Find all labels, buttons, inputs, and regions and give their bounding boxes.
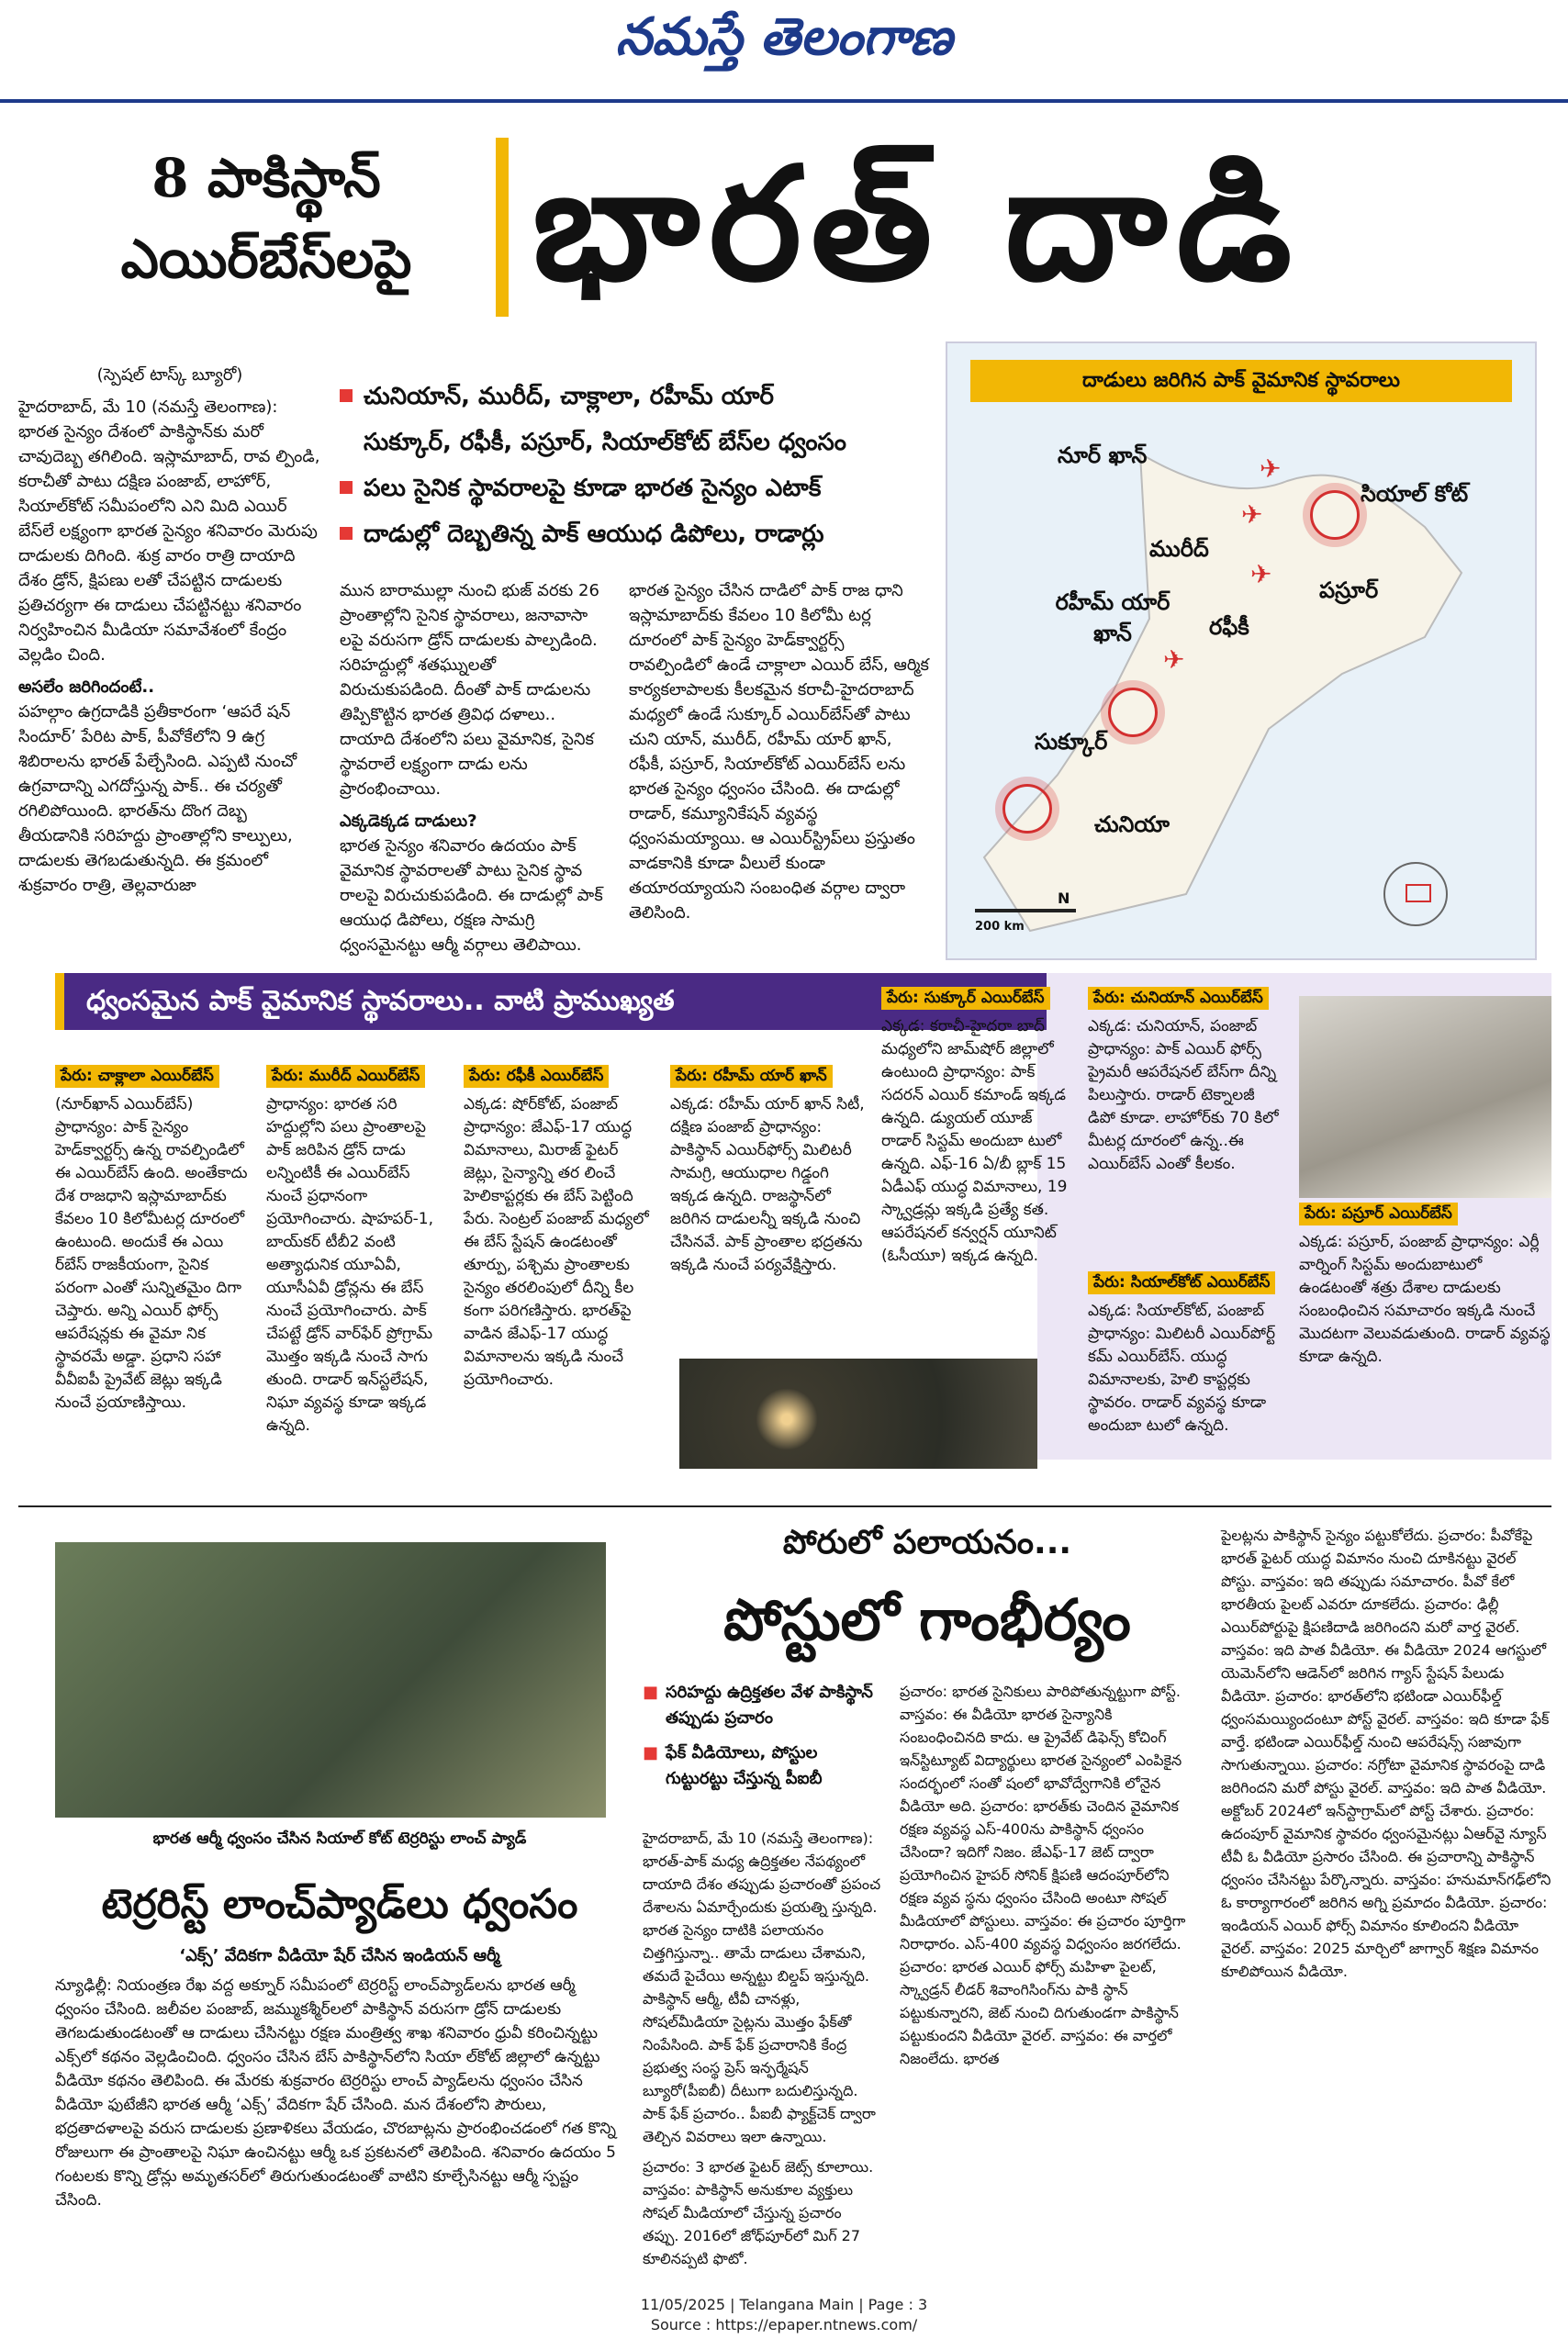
airbase-card bbox=[266, 1065, 450, 1438]
footer-date-line: 11/05/2025 | Telangana Main | Page : 3 bbox=[640, 2296, 928, 2313]
launchpad-body: న్యూఢిల్లీ: నియంత్రణ రేఖ వద్ద అక్నూర్ సమీపంలో టెర్రరిస్ట్ లాంచ్‌ప్యాడ్‌లను భారత ఆర్మీ ధ్వంసం చేసింది. జలీవల పంజాబ్, జమ్ముకశ్మీర్‌లలో పాకిస్థాన్ వరుసగా డ్రోన్ దాడులకు తెగబడుతుండటంతో ఆ దాడులు చేసినట్టు రక్షణ మంత్రిత్వ శాఖ శనివారం ధ్రువీ కరించిన్నట్టు ఎక్స్‌లో కథనం వెల్లడించింది. ధ్వంసం చేసిన బేస్ పాకిస్థాన్‌లోని సియా ల్‌కోట్ జిల్లాలో ఉన్నట్టు వీడియో కథనం తెలిపింది. ఈ మేరకు శుక్రవారం టెర్రరిస్టు లాంచ్ ప్యాడ్‌లను ధ్వంసం చేసిన వీడియో ఫుటేజీని భారత ఆర్మీ ‘ఎక్స్’ వేదికగా షేర్ చేసింది. మన దేశంలోని పౌరులు, భద్రతాదళాలపై వరుస దాడులకు ప్రణాళికలు వేయడం, చొరబాట్లను ప్రారంభించడంలో గత కొన్ని రోజులుగా ఈ ప్రాంతాలపై నిఘా ఉంచినట్టు ఆర్మీ ఒక ప్రకటనలో తెలిపింది. శనివారం ఉదయం 5 గంటలకు కొన్ని డ్రోన్లు అమృతసర్‌లో తిరుగుతుండటంతో వాటిని కూల్చేసినట్టు ఆర్మీ స్పష్టం చేసింది. bbox=[55, 1976, 617, 2210]
airbase-card-text: ఎక్కడ: సియాల్‌కోట్, పంజాబ్ ప్రాధాన్యం: మిలిటరీ ఎయిర్‌పోర్ట్ కమ్ ఎయిర్‌బేస్. యుద్ధ విమానాలకు, హెలి కాప్టర్లకు స్థావరం. రాడార్ వ్యవస్థ కూడా అందుబా టులో ఉన్నది. bbox=[1088, 1302, 1276, 1435]
section-divider bbox=[18, 1505, 1551, 1507]
byline: (స్పెషల్ టాస్క్ బ్యూరో) bbox=[96, 365, 243, 385]
col2-subhead: ఎక్కడెక్కడ దాడులు? bbox=[340, 811, 477, 831]
bullet-square-icon bbox=[340, 481, 353, 494]
bullet-square-icon: ■ bbox=[643, 1743, 659, 1762]
col2-paragraph-1: మున బారాముల్లా నుంచి భుజ్ వరకు 26 ప్రాంతాల్లోని సైనిక స్థావరాలు, జనావాసా లపై వరుసగా డ్రోన్ దాడులకు పాల్పడింది. సరిహద్దుల్లో శతఘ్నులతో విరుచుకుపడింది. దీంతో పాక్ దాడులను తిప్పికొట్టిన భారత త్రివిధ దళాలు.. దాయాది దేశంలోని పలు వైమానిక, సైనిక స్థావరాలే లక్ష్యంగా దాడు లను ప్రారంభించాయి. bbox=[340, 581, 599, 799]
map-outline bbox=[947, 343, 1535, 958]
airbase-card-text: ప్రాధాన్యం: భారత సరి హద్దుల్లోని పలు ప్రాంతాలపై పాక్ జరిపిన డ్రోన్ దాడు లన్నింటికీ ఈ ఎయిర్‌బేస్ నుంచే ప్రధానంగా ప్రయోగించారు. షాహపర్-1, బాయ్‌కర్ టీబీ2 వంటి అత్యాధునిక యూఏవీ, యూసీఏవీ డ్రోన్లను ఈ బేస్ నుంచే ప్రయోగించారు. పాక్ చేపట్టే డ్రోన్ వార్‌ఫేర్ ప్రోగ్రామ్ మొత్తం ఇక్కడి నుంచే సాగు తుంది. రాడార్ ఇన్‌స్టలేషన్, నిఘా వ్యవస్థ కూడా ఇక్కడ ఉన్నది. bbox=[266, 1095, 434, 1435]
headline-main: భారత్ దాడి bbox=[532, 134, 1302, 316]
airbase-card-label: పేరు: సియాల్‌కోట్ ఎయిర్‌బేస్ bbox=[1088, 1271, 1275, 1294]
fake-news-body-1: హైదరాబాద్, మే 10 (నమస్తే తెలంగాణ): భారత్-పాక్ మధ్య ఉద్రిక్తతల నేపథ్యంలో దాయాది దేశం తప్పుడు ప్రచారంతో ప్రపంచ దేశాలను ఏమార్చేందుకు ప్రయత్ని స్తున్నది. భారత సైన్యం దాటికి పలాయనం చిత్తగిస్తున్నా.. తామే దాడులు చేశామని, తమదే పైచేయి అన్నట్టు బిల్డప్ ఇస్తున్నది. పాకిస్థాన్ ఆర్మీ, టీవీ చానళ్లు, సోషల్‌మీడియా సైట్లను మొత్తం ఫేక్‌తో నింపేసింది. పాక్ ఫేక్ ప్రచారానికి కేంద్ర ప్రభుత్వ సంస్థ ప్రెస్ ఇన్ఫర్మేషన్ బ్యూరో(పీఐబీ) దీటుగా బదులిస్తున్నది. పాక్ ఫేక్ ప్రచారం.. పీఐబీ ఫ్యాక్ట్‌చెక్ ద్వారా తెల్చిన వివరాలు ఇలా ఉన్నాయి. ప్రచారం: 3 భారత ఫైటర్ జెట్స్ కూలాయి. వాస్తవం: పాకిస్థాన్ అనుకూల వ్యక్తులు సోషల్ మీడియాలో చేస్తున్న ప్రచారం తప్పు. 2016లో జోధ్‌పూర్‌లో మిగ్ 27 కూలినప్పటి ఫొటో. bbox=[643, 1830, 881, 2267]
bullet-item: చునియాన్, మురీద్, చాక్లాలా, రహీమ్ యార్ bbox=[340, 376, 927, 417]
map-label: సుక్కూర్ bbox=[1035, 729, 1108, 755]
airbase-card-label: పేరు: చునియాన్ ఎయిర్‌బేస్ bbox=[1088, 987, 1269, 1010]
map-label: సియాల్ కోట్ bbox=[1361, 481, 1469, 507]
airbase-card bbox=[1088, 987, 1281, 1176]
airbase-card bbox=[1088, 1271, 1281, 1438]
plane-icon: ✈ bbox=[1163, 644, 1185, 675]
north-arrow-icon: N bbox=[1058, 890, 1070, 907]
airbase-card-label: పేరు: పస్రూర్ ఎయిర్‌బేస్ bbox=[1299, 1203, 1458, 1225]
column-3 bbox=[629, 578, 932, 933]
map-title: దాడులు జరిగిన పాక్ వైమానిక స్థావరాలు bbox=[970, 360, 1512, 402]
airbase-card bbox=[1299, 1203, 1551, 1369]
bullet-item: సుక్కూర్, రఫీకీ, పస్రూర్, సియాల్‌కోట్ బేస్‌ల ధ్వంసం bbox=[364, 429, 846, 456]
fake-news-body-3: పైలట్లను పాకిస్థాన్ సైన్యం పట్టుకోలేదు. ప్రచారం: పీవోకేపై భారత్ ఫైటర్ యుద్ధ విమానం నుంచి దూకినట్టు వైరల్ పోస్టు. వాస్తవం: ఇది తప్పుడు సమాచారం. పీవో కేలో భారతీయ పైలట్ ఎవరూ దూకలేదు. ప్రచారం: ఢిల్లీ ఎయిర్‌పోర్టుపై క్షిపణిదాడి జరిగిందని మరో వార్త వైరల్. వాస్తవం: ఇది పాత వీడియో. ఈ వీడియో 2024 ఆగస్టులో యెమెన్‌లోని ఆడెన్‌లో జరిగిన గ్యాస్ స్టేషన్ పేలుడు వీడియో. ప్రచారం: భారత్‌లోని భటిండా ఎయిర్‌ఫీల్డ్ ధ్వంసమయ్యిందంటూ పోస్ట్ వైరల్. వాస్తవం: ఇది కూడా ఫేక్ వార్తే. భటిండా ఎయిర్‌ఫీల్డ్ నుంచి ఆపరేషన్స్ సజావుగా సాగుతున్నాయి. ప్రచారం: నగ్రోటా వైమానిక స్థావరంపై దాడి జరిగిందని మరో పోస్టు వైరల్. వాస్తవం: ఇది పాత వీడియో. అక్టోబర్ 2024లో ఇన్‌స్టాగ్రామ్‌లో పోస్ట్ చేశారు. ప్రచారం: ఉదంపూర్ వైమానిక స్థావరం ధ్వంసమైనట్లు ఏఆర్‌వై న్యూస్ టీవీ ఓ వీడియో ప్రసారం చేసింది. ఈ ప్రచారాన్ని పాకిస్థాన్ ధ్వంసం చేసినట్టు పేర్కొన్నారు. వాస్తవం: హనుమాన్‌గఢ్‌లోని ఓ కార్యాగారంలో జరిగిన అగ్ని ప్రమాదం వీడియో. ప్రచారం: ఇండియన్ ఎయిర్ ఫోర్స్ విమానం కూలిందని వీడియో వైరల్. వాస్తవం: 2025 మార్చిలో జాగ్వార్ శిక్షణ విమానం కూలిపోయిన వీడియో. bbox=[1221, 1527, 1551, 1980]
launchpad-headline: టెర్రరిస్ట్ లాంచ్‌ప్యాడ్‌లు ధ్వంసం bbox=[101, 1881, 578, 1928]
lead-paragraph-2: పహల్గాం ఉగ్రదాడికి ప్రతీకారంగా ‘ఆపరే షన్ సిందూర్’ పేరిట పాక్, పీవోకేలోని 9 ఉగ్ర శిబిరాలను భారత్ పేల్చేసింది. ఎప్పటి నుంచో ఉగ్రవాదాన్ని ఎగదోస్తున్న పాక్.. ఈ చర్యతో రగిలిపోయింది. భారత్‌ను దొంగ దెబ్బ తీయడానికి సరిహద్దు ప్రాంతాల్లోని కాల్పులు, దాడులకు తెగబడుతున్నది. ఈ క్రమంలో శుక్రవారం రాత్రి, తెల్లవారుజా bbox=[18, 702, 297, 895]
column-2 bbox=[340, 578, 606, 965]
airbase-card bbox=[881, 987, 1074, 1268]
target-icon bbox=[1108, 688, 1158, 737]
bullet-square-icon bbox=[340, 389, 353, 402]
airbase-card-text: ఎక్కడ: రహీమ్ యార్ ఖాన్ సిటీ, దక్షిణ పంజాబ్ ప్రాధాన్యం: పాకిస్థాన్ ఎయిర్‌ఫోర్స్ మిలిటరీ సామగ్రి, ఆయుధాల గిడ్డంగి ఇక్కడ ఉన్నది. రాజస్థాన్‌లో జరిగిన దాడులన్నీ ఇక్కడి నుంచి చేసినవే. పాక్ ప్రాంతాల భద్రతను ఇక్కడి నుంచే పర్యవేక్షిస్తారు. bbox=[670, 1095, 865, 1274]
airbase-card-text: ఎక్కడ: కరాచీ-హైదరా బాద్ మధ్యలోని జామ్‌షోర్ జిల్లాలో ఉంటుంది ప్రాధాన్యం: పాక్ సదరన్ ఎయిర్ కమాండ్ ఇక్కడ ఉన్నది. డ్యుయల్ యూజ్ రాడార్ సిస్టమ్ అందుబా టులో ఉన్నది. ఎఫ్-16 ఏ/బీ బ్లాక్ 15 ఏడీఎఫ్ యుద్ధ విమానాలు, 19 స్క్వాడ్రన్లు ఇక్కడి ప్రత్యే కత. ఆపరేషనల్ కన్వర్షన్ యూనిట్ (ఓసీయూ) ఇక్కడ ఉన్నది. bbox=[881, 1017, 1068, 1265]
launchpad-deck: ‘ఎక్స్’ వేదికగా వీడియో షేర్ చేసిన ఇండియన్ ఆర్మీ bbox=[179, 1946, 500, 1965]
bullet-item: దాడుల్లో దెబ్బతిన్న పాక్ ఆయుధ డిపోలు, రాడార్లు bbox=[340, 514, 927, 554]
col2-paragraph-2: భారత సైన్యం శనివారం ఉదయం పాక్ వైమానిక స్థావరాలతో పాటు సైనిక స్థావ రాలపై విరుచుకుపడింది. ఈ దాడుల్లో పాక్ ఆయుధ డిపోలు, రక్షణ సామగ్రి ధ్వంసమైనట్టు ఆర్మీ వర్గాలు తెలిపాయి. bbox=[340, 836, 603, 955]
fake-bullet: ■ ఫేక్ వీడియోలు, పోస్టుల గుట్టురట్టు చేస్తున్న పీఐబీ bbox=[643, 1740, 881, 1792]
headline-divider bbox=[496, 138, 509, 317]
col3-paragraph-1: భారత సైన్యం చేసిన దాడిలో పాక్ రాజ ధాని ఇస్లామాబాద్‌కు కేవలం 10 కిలోమీ టర్ల దూరంలో పాక్ సైన్యం హెడ్‌క్వార్టర్స్ రావల్పిండిలో ఉండే చాక్లాలా ఎయిర్ బేస్, ఆర్మిక కార్యకలాపాలకు కీలకమైన కరాచీ-హైదరాబాద్ మధ్యలో ఉండే సుక్కూర్ ఎయిర్‌బేస్‌తో పాటు చుని యాన్, మురీద్, రహీమ్ యార్ ఖాన్, రఫీకీ, పస్రూర్, సియాల్‌కోట్ ఎయిర్‌బేస్ లను భారత సైన్యం ధ్వంసం చేసింది. ఈ దాడుల్లో రాడార్, కమ్యూనికేషన్ వ్యవస్థ ధ్వంసమయ్యాయి. ఆ ఎయిర్‌స్ట్రిప్‌లు ప్రస్తుతం వాడకానికి కూడా వీలులే కుండా తయారయ్యాయని సంబంధిత వర్గాల ద్వారా తెలిసింది. bbox=[629, 581, 929, 923]
map-label: చునియా bbox=[1094, 811, 1170, 837]
explosion-photo bbox=[679, 1359, 1037, 1469]
map-label: నూర్ ఖాన్ bbox=[1058, 442, 1148, 468]
airbase-card-label: పేరు: రఫీకీ ఎయిర్‌బేస్ bbox=[464, 1065, 609, 1088]
photo-caption: భారత ఆర్మీ ధ్వంసం చేసిన సియాల్ కోట్ టెర్రరిస్టు లాంచ్ ప్యాడ్ bbox=[152, 1830, 527, 1848]
map-label: పస్రూర్ bbox=[1319, 577, 1379, 603]
airbase-map bbox=[946, 341, 1537, 960]
target-icon bbox=[1002, 784, 1052, 834]
bullet-item: పలు సైనిక స్థావరాలపై కూడా భారత సైన్యం ఎటాక్ bbox=[340, 468, 927, 509]
masthead-logo: నమస్తే తెలంగాణ bbox=[615, 7, 953, 67]
plane-icon: ✈ bbox=[1241, 499, 1263, 530]
plane-icon: ✈ bbox=[1260, 453, 1282, 484]
airbase-card bbox=[55, 1065, 252, 1415]
footer-source-line: Source : https://epaper.ntnews.com/ bbox=[650, 2316, 918, 2333]
fake-news-bullets bbox=[643, 1680, 881, 1792]
airbase-card-text: ఎక్కడ: షోర్‌కోట్, పంజాబ్ ప్రాధాన్యం: జేఎఫ్-17 యుద్ధ విమానాలు, మిరాజ్ ఫైటర్ జెట్లు, సైన్యాన్ని తర లించే హెలికాప్టర్లకు ఈ బేస్ పెట్టింది పేరు. సెంట్రల్ పంజాబ్ మధ్యలో ఈ బేస్ స్టేషన్ ఉండటంతో తూర్పు, పశ్చిమ ప్రాంతాలకు సైన్యం తరలింపులో దీన్ని కీల కంగా పరిగణిస్తారు. భారత్‌పై వాడిన జేఎఫ్-17 యుద్ధ విమానాలను ఇక్కడి నుంచే ప్రయోగించారు. bbox=[464, 1095, 649, 1389]
highlight-bullets bbox=[340, 376, 927, 560]
damaged-building-photo bbox=[1299, 996, 1551, 1198]
map-label: మురీద్ bbox=[1149, 536, 1209, 562]
page-footer bbox=[0, 2295, 1568, 2335]
airbase-card-label: పేరు: చాక్లాలా ఎయిర్‌బేస్ bbox=[55, 1065, 219, 1088]
fake-news-body-2: ప్రచారం: భారత సైనికులు పారిపోతున్నట్టుగా పోస్ట్. వాస్తవం: ఈ వీడియో భారత సైన్యానికి సంబంధించినది కాదు. ఆ ప్రైవేట్ డిఫెన్స్ కోచింగ్ ఇన్‌స్టిట్యూట్ విద్యార్థులు భారత సైన్యంలో ఎంపికైన సందర్భంలో సంతో షంలో భావోద్వేగానికి లోనైన వీడియో అది. ప్రచారం: భారత్‌కు చెందిన వైమానిక రక్షణ వ్యవస్థ ఎస్-400ను పాకిస్థాన్ ధ్వంసం చేసిందా? ఇదిగో నిజం. జేఎఫ్-17 జెట్ ద్వారా ప్రయోగించిన హైపర్ సోనిక్ క్షిపణి ఆదంపూర్‌లోని రక్షణ వ్యవ స్థను ధ్వంసం చేసింది అంటూ సోషల్ మీడియాలో పోస్టులు. వాస్తవం: ఈ ప్రచారం పూర్తిగా నిరాధారం. ఎస్-400 వ్యవస్థ విధ్వంసం జరగలేదు. ప్రచారం: భారత ఎయిర్ ఫోర్స్ మహిళా పైలట్, స్క్వాడ్రన్ లీడర్ శివాంగిసింగ్‌ను పాకి స్థాన్ పట్టుకున్నారని, జెట్ నుంచి దిగుతుండగా పాకిస్థాన్ పట్టుకుందని వీడియో వైరల్. వాస్తవం: ఈ వార్తలో నిజంలేదు. భారత bbox=[900, 1683, 1186, 2067]
lead-subhead: అసలేం జరిగిందంటే.. bbox=[18, 677, 155, 697]
fake-news-headline: పోస్టులో గాంభీర్యం bbox=[723, 1586, 1131, 1653]
airbase-card-text: (నూర్‌ఖాన్ ఎయిర్‌బేస్) ప్రాధాన్యం: పాక్ సైన్యం హెడ్‌క్వార్టర్స్ ఉన్న రావల్పిండిలో ఈ ఎయిర్‌బేస్ ఉంది. అంతేకాదు దేశ రాజధాని ఇస్లామాబాద్‌కు కేవలం 10 కిలోమీటర్ల దూరంలో ఉంటుంది. అందుకే ఈ ఎయి ర్‌బేస్ రాజకీయంగా, సైనిక పరంగా ఎంతో సున్నితమైం దిగా చెప్తారు. అన్ని ఎయిర్ ఫోర్స్ ఆపరేషన్లకు ఈ వైమా నిక స్థావరమే అడ్డా. ప్రధాని సహా వీవీఐపీ ప్రైవేట్ జెట్లు ఇక్కడి నుంచే ప్రయాణిస్తాయి. bbox=[55, 1095, 248, 1412]
airbase-card bbox=[464, 1065, 656, 1392]
headline-left-line1: 8 పాకిస్థాన్ bbox=[151, 147, 381, 209]
fake-bullet: ■ సరిహద్దు ఉద్రిక్తతల వేళ పాకిస్థాన్ తప్పుడు ప్రచారం bbox=[643, 1680, 881, 1731]
bullet-square-icon bbox=[340, 527, 353, 540]
map-label: రఫీకీ bbox=[1209, 614, 1249, 640]
map-scale: 200 km bbox=[975, 920, 1025, 934]
fake-news-kicker: పోరులో పలాయనం... bbox=[782, 1524, 1072, 1561]
lead-column bbox=[18, 363, 321, 905]
headline-left-line2: ఎయిర్‌బేస్‌లపై bbox=[120, 228, 412, 290]
airbase-card-text: ఎక్కడ: పస్రూర్, పంజాబ్ ప్రాధాన్యం: ఎర్లీ వార్నింగ్ సిస్టమ్ అందుబాటులో ఉండటంతో శత్రు దేశాల దాడులకు సంబంధించిన సమాచారం ఇక్కడి నుంచే మొదటగా వెలువడుతుంది. రాడార్ వ్యవస్థ కూడా ఉన్నది. bbox=[1299, 1233, 1551, 1366]
section-band-title: ధ్వంసమైన పాక్ వైమానిక స్థావరాలు.. వాటి ప్రాముఖ్యత bbox=[86, 985, 675, 1017]
airbase-card-label: పేరు: రహీమ్ యార్ ఖాన్ bbox=[670, 1065, 833, 1088]
target-icon bbox=[1310, 490, 1360, 540]
map-label: రహీమ్ యార్ ఖాన్ bbox=[1055, 589, 1170, 646]
airbase-card-label: పేరు: సుక్కూర్ ఎయిర్‌బేస్ bbox=[881, 987, 1050, 1010]
airbase-card-label: పేరు: మురీద్ ఎయిర్‌బేస్ bbox=[266, 1065, 425, 1088]
lead-paragraph-1: హైదరాబాద్, మే 10 (నమస్తే తెలంగాణ): భారత సైన్యం దేశంలో పాకిస్థాన్‌కు మరో చావుదెబ్బ తగిలింది. ఇస్లామాబాద్, రావ ల్పిండి, కరాచీతో పాటు దక్షిణ పంజాబ్, లాహోర్, సియాల్‌కోట్ సమీపంలోని ఎని మిది ఎయిర్ బేస్‌లే లక్ష్యంగా భారత సైన్యం శనివారం మెరుపు దాడులకు దిగింది. శుక్ర వారం రాత్రి దాయాది దేశం డ్రోన్, క్షిపణు లతో చేపట్టిన దాడులకు ప్రతిచర్యగా ఈ దాడులు చేపట్టినట్టు శనివారం నిర్వహించిన మీడియా సమావేశంలో కేంద్రం వెల్లడిం చింది. bbox=[18, 397, 320, 665]
bullet-square-icon: ■ bbox=[643, 1683, 659, 1702]
airbase-card-text: ఎక్కడ: చునియాన్, పంజాబ్ ప్రాధాన్యం: పాక్ ఎయిర్ ఫోర్స్ ప్రైమరీ ఆపరేషనల్ బేస్‌గా దీన్ని పిలుస్తారు. రాడార్ టెక్నాలజీ డిపో కూడా. లాహోర్‌కు 70 కిలో మీటర్ల దూరంలో ఉన్న..ఈ ఎయిర్‌బేస్ ఎంతో కీలకం. bbox=[1088, 1017, 1279, 1173]
airbase-card bbox=[670, 1065, 868, 1277]
launchpad-photo bbox=[55, 1542, 606, 1818]
headline-left bbox=[64, 138, 468, 299]
plane-icon: ✈ bbox=[1250, 559, 1272, 589]
